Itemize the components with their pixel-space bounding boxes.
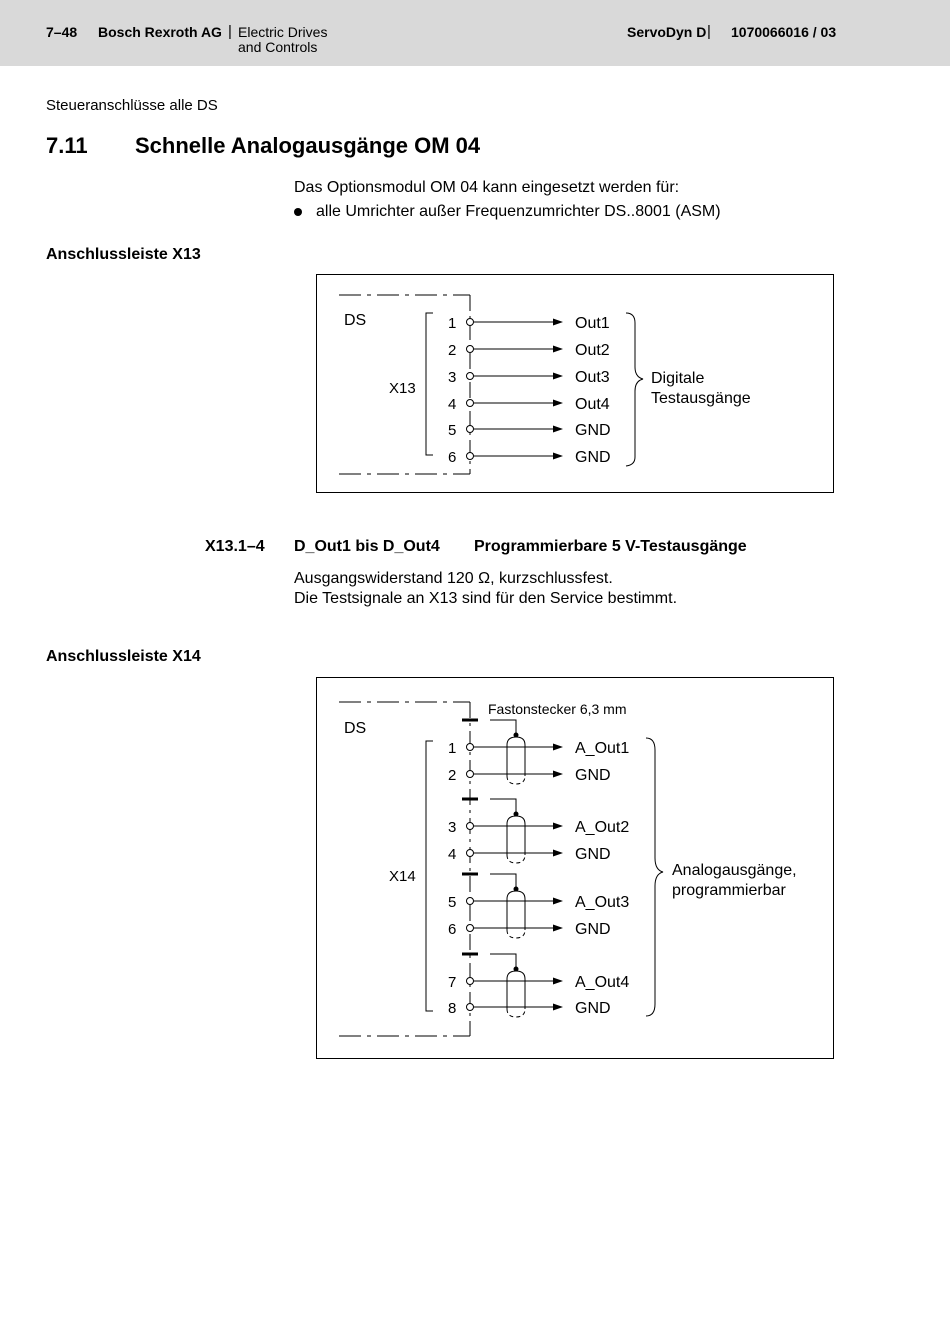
x14-signal-label-3: A_Out2: [575, 819, 630, 836]
shield-wire-2: [490, 799, 516, 812]
x13-signal-label-5: GND: [575, 422, 611, 439]
cable-shield-bottom-3: [507, 930, 525, 938]
x14-pin-terminal-2: [467, 771, 474, 778]
page-number: 7–48: [46, 24, 78, 40]
intro-text: Das Optionsmodul OM 04 kann eingesetzt werden für:: [294, 179, 680, 196]
x14-group-label-2: programmierbar: [672, 882, 786, 899]
x13-pin-number-6: 6: [448, 449, 457, 466]
x14-pin-terminal-7: [467, 978, 474, 985]
x14-pin-number-5: 5: [448, 894, 457, 911]
x14-arrow-1: [553, 744, 563, 751]
x14-pin-terminal-5: [467, 898, 474, 905]
cable-shield-top-2: [507, 816, 525, 824]
x14-pin-number-2: 2: [448, 767, 457, 784]
x13-spec-pins: X13.1–4: [205, 538, 265, 555]
x13-spec-signals: D_Out1 bis D_Out4: [294, 538, 440, 555]
x14-pin-number-8: 8: [448, 1000, 457, 1017]
x13-arrow-2: [553, 346, 563, 353]
x14-pin-number-6: 6: [448, 921, 457, 938]
heading-number: 7.11: [46, 133, 88, 158]
x14-signal-label-1: A_Out1: [575, 740, 630, 757]
x14-pin-terminal-8: [467, 1004, 474, 1011]
x14-pin-terminal-3: [467, 823, 474, 830]
x14-connector-label: X14: [389, 868, 416, 885]
x14-signal-label-5: A_Out3: [575, 894, 630, 911]
x14-arrow-5: [553, 898, 563, 905]
x14-signal-label-2: GND: [575, 767, 611, 784]
intro-bullet: alle Umrichter außer Frequenzumrichter DS..8001 (ASM): [316, 203, 721, 220]
company-name: Bosch Rexroth AG: [98, 24, 222, 40]
shield-wire-3: [490, 874, 516, 887]
x14-arrow-3: [553, 823, 563, 830]
x13-spec-title: Programmierbare 5 V-Testausgänge: [474, 538, 747, 555]
x14-label: Anschlussleiste X14: [46, 648, 201, 665]
x14-diagram: [316, 677, 834, 1059]
x13-signal-label-6: GND: [575, 449, 611, 466]
x14-arrow-8: [553, 1004, 563, 1011]
x14-device-label: DS: [344, 720, 367, 737]
bullet-dot: [294, 208, 302, 216]
cable-shield-bottom-4: [507, 1009, 525, 1017]
x14-pin-terminal-6: [467, 925, 474, 932]
x13-pin-terminal-1: [467, 319, 474, 326]
header-divider-2: |: [707, 23, 711, 40]
cable-shield-bottom-2: [507, 855, 525, 863]
x14-pin-number-3: 3: [448, 819, 457, 836]
x13-pin-terminal-6: [467, 453, 474, 460]
section-label: Steueranschlüsse alle DS: [46, 97, 218, 114]
x14-pin-terminal-4: [467, 850, 474, 857]
x14-signal-label-8: GND: [575, 1000, 611, 1017]
x14-pin-number-7: 7: [448, 974, 457, 991]
x13-pin-terminal-5: [467, 426, 474, 433]
x13-connector-label: X13: [389, 380, 416, 397]
x13-pin-number-2: 2: [448, 342, 457, 359]
x14-diagram-svg: [317, 678, 835, 1060]
x13-arrow-5: [553, 426, 563, 433]
x14-arrow-6: [553, 925, 563, 932]
shield-wire-1: [490, 720, 516, 733]
x13-arrow-4: [553, 400, 563, 407]
x13-signal-label-1: Out1: [575, 315, 610, 332]
x14-faston-label: Fastonstecker 6,3 mm: [488, 701, 627, 717]
cable-shield-top-4: [507, 971, 525, 979]
x13-signal-label-3: Out3: [575, 369, 610, 386]
x13-group-label-2: Testausgänge: [651, 390, 751, 407]
x14-group-label-1: Analogausgänge,: [672, 862, 797, 879]
heading-title: Schnelle Analogausgänge OM 04: [135, 133, 481, 158]
x13-signal-label-2: Out2: [575, 342, 610, 359]
division-line-2: and Controls: [238, 39, 318, 55]
x13-arrow-3: [553, 373, 563, 380]
document-number: 1070066016 / 03: [731, 24, 837, 40]
x13-pin-terminal-3: [467, 373, 474, 380]
cable-shield-top-1: [507, 737, 525, 745]
cable-shield-top-3: [507, 891, 525, 899]
division-line-1: Electric Drives: [238, 24, 328, 40]
cable-shield-bottom-1: [507, 776, 525, 784]
x13-spec-line-1: Ausgangswiderstand 120 Ω, kurzschlussfest.: [294, 570, 613, 587]
x14-arrow-4: [553, 850, 563, 857]
x14-pin-terminal-1: [467, 744, 474, 751]
x13-arrow-1: [553, 319, 563, 326]
x13-diagram: [316, 274, 834, 493]
x13-pin-terminal-2: [467, 346, 474, 353]
x13-pin-number-5: 5: [448, 422, 457, 439]
page-header: [0, 0, 950, 66]
x13-pin-terminal-4: [467, 400, 474, 407]
product-name: ServoDyn D: [627, 24, 707, 40]
x14-signal-label-4: GND: [575, 846, 611, 863]
x14-arrow-7: [553, 978, 563, 985]
x13-arrow-6: [553, 453, 563, 460]
x13-pin-number-1: 1: [448, 315, 457, 332]
x14-pin-number-4: 4: [448, 846, 457, 863]
x13-pin-number-4: 4: [448, 396, 457, 413]
x13-label: Anschlussleiste X13: [46, 246, 201, 263]
x13-device-label: DS: [344, 312, 367, 329]
x13-diagram-svg: [317, 275, 835, 494]
x13-pin-number-3: 3: [448, 369, 457, 386]
x13-group-label-1: Digitale: [651, 370, 705, 387]
header-divider: |: [228, 23, 232, 40]
x14-signal-label-7: A_Out4: [575, 974, 630, 991]
shield-wire-4: [490, 954, 516, 967]
x13-spec-line-2: Die Testsignale an X13 sind für den Service bestimmt.: [294, 590, 678, 607]
x14-arrow-2: [553, 771, 563, 778]
x14-signal-label-6: GND: [575, 921, 611, 938]
x13-signal-label-4: Out4: [575, 396, 610, 413]
x14-pin-number-1: 1: [448, 740, 457, 757]
